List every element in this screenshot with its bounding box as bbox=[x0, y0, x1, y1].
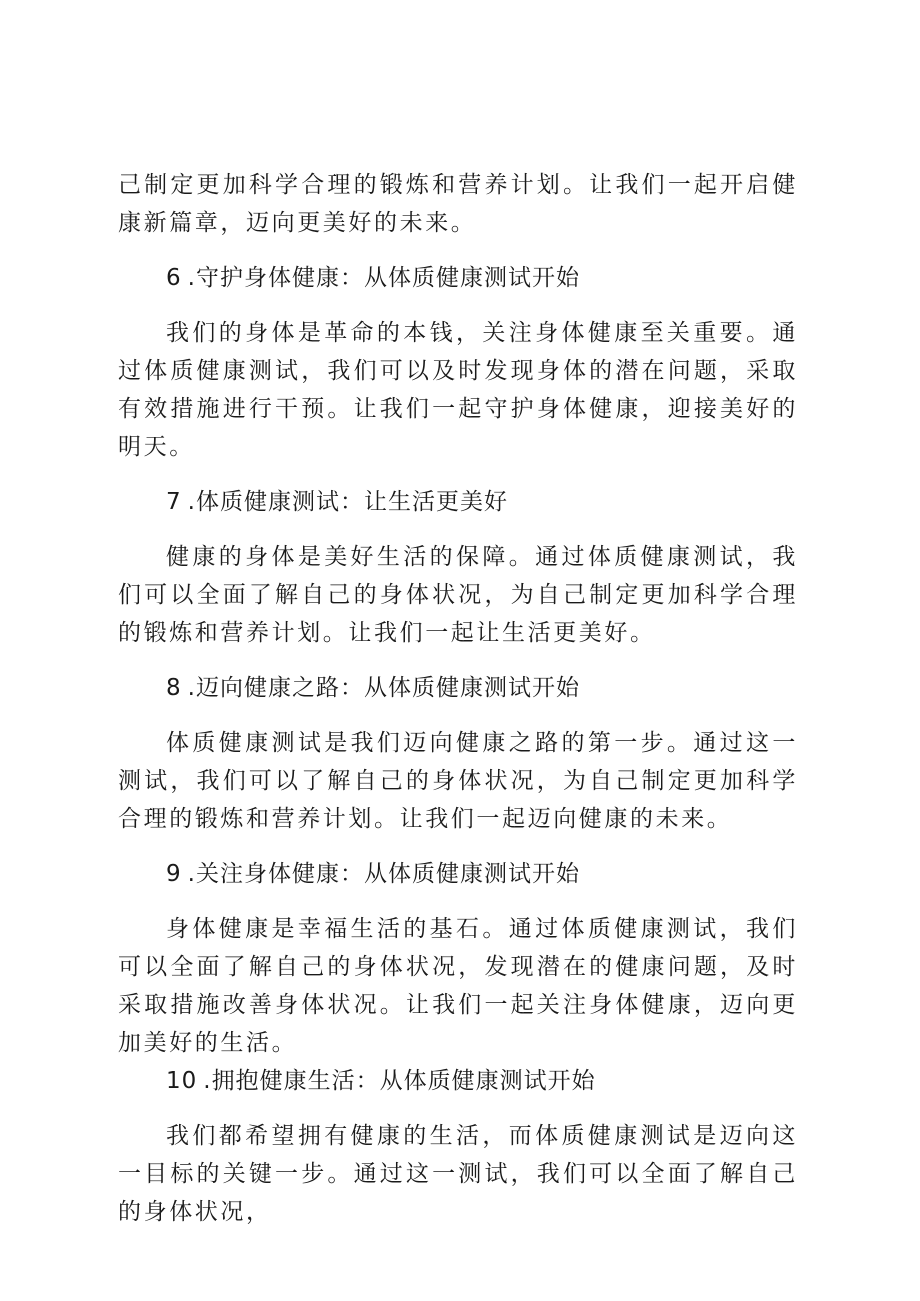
heading-number: 7 bbox=[166, 489, 182, 515]
paragraph-10: 我们都希望拥有健康的生活，而体质健康测试是迈向这一目标的关键一步。通过这一测试，我们可以全面了解自己的身体状况， bbox=[118, 1123, 798, 1225]
heading-title: .拥抱健康生活：从体质健康测试开始 bbox=[203, 1068, 596, 1094]
document-page bbox=[118, 166, 798, 1248]
heading-number: 9 bbox=[166, 861, 182, 887]
heading-number: 6 bbox=[166, 265, 182, 291]
heading-title: .体质健康测试：让生活更美好 bbox=[187, 489, 508, 515]
heading-title: .迈向健康之路：从体质健康测试开始 bbox=[187, 675, 580, 701]
section-heading-6 bbox=[118, 259, 798, 297]
paragraph-6: 我们的身体是革命的本钱，关注身体健康至关重要。通过体质健康测试，我们可以及时发现身体的潜在问题，采取有效措施进行干预。让我们一起守护身体健康，迎接美好的明天。 bbox=[118, 320, 798, 460]
section-heading-7 bbox=[118, 483, 798, 521]
paragraph-8: 体质健康测试是我们迈向健康之路的第一步。通过这一测试，我们可以了解自己的身体状况，为自己制定更加科学合理的锻炼和营养计划。让我们一起迈向健康的未来。 bbox=[118, 730, 798, 832]
paragraph-9: 身体健康是幸福生活的基石。通过体质健康测试，我们可以全面了解自己的身体状况，发现潜在的健康问题，及时采取措施改善身体状况。让我们一起关注身体健康，迈向更加美好的生活。 bbox=[118, 916, 798, 1056]
heading-title: .守护身体健康：从体质健康测试开始 bbox=[187, 265, 580, 291]
section-heading-9 bbox=[118, 855, 798, 893]
paragraph-7: 健康的身体是美好生活的保障。通过体质健康测试，我们可以全面了解自己的身体状况，为自己制定更加科学合理的锻炼和营养计划。让我们一起让生活更美好。 bbox=[118, 544, 798, 646]
section-heading-8 bbox=[118, 669, 798, 707]
paragraph-continued: 己制定更加科学合理的锻炼和营养计划。让我们一起开启健康新篇章，迈向更美好的未来。 bbox=[118, 172, 798, 236]
section-heading-10 bbox=[118, 1062, 798, 1100]
heading-number: 8 bbox=[166, 675, 182, 701]
heading-title: .关注身体健康：从体质健康测试开始 bbox=[187, 861, 580, 887]
heading-number: 10 bbox=[166, 1068, 198, 1094]
